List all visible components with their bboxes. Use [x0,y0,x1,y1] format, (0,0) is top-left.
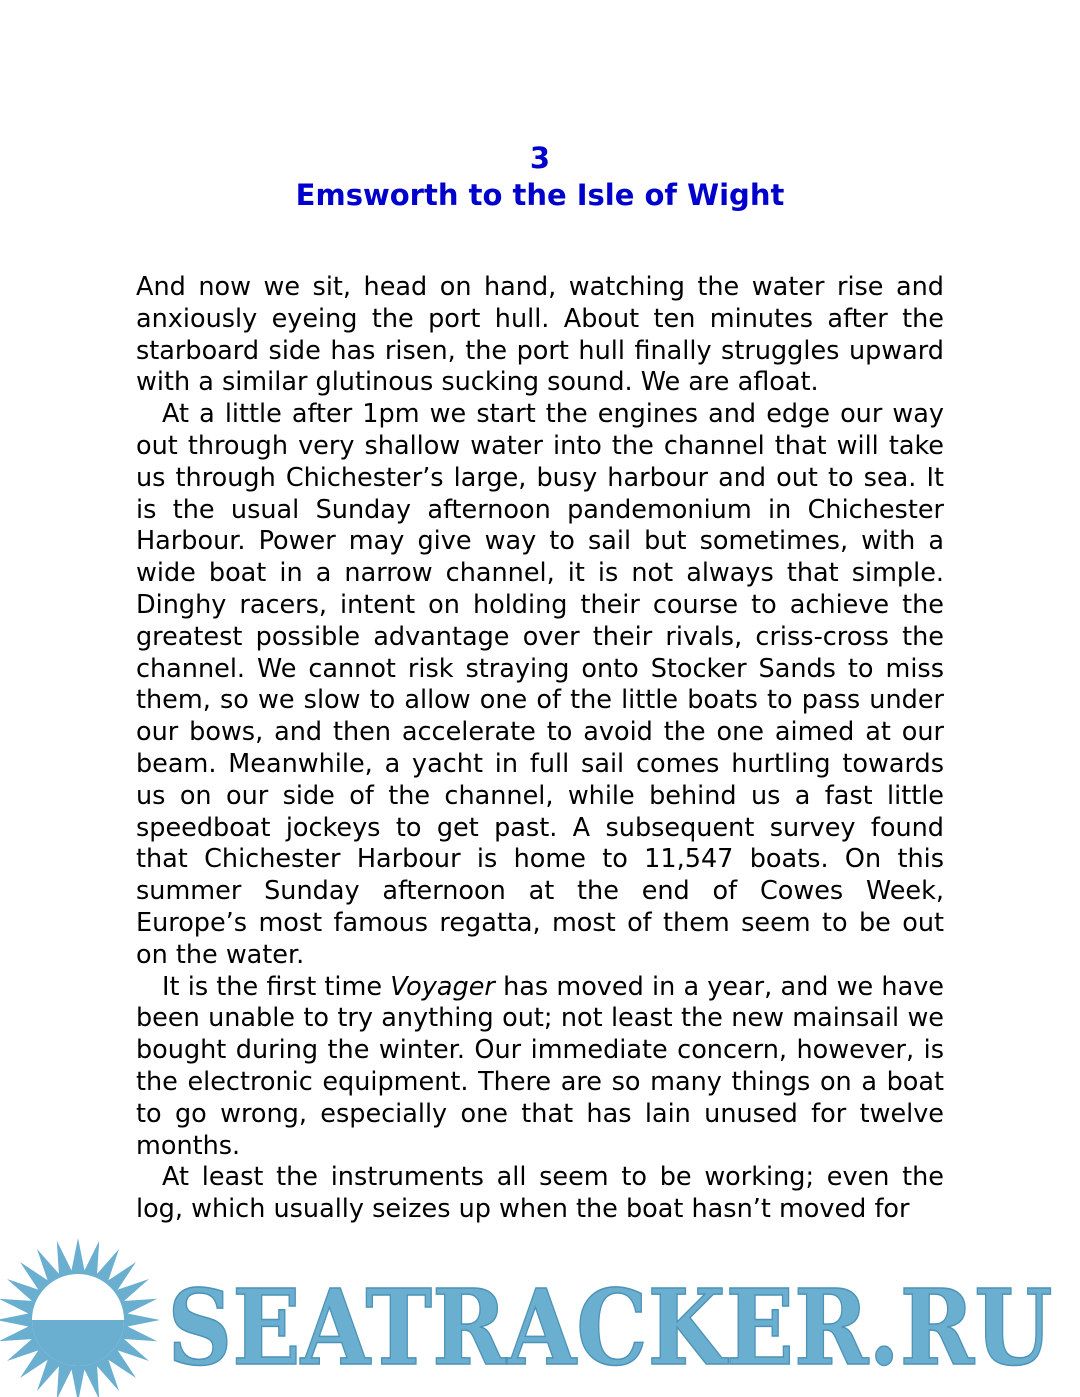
paragraph: And now we sit, head on hand, watching the water rise and anxiously eyeing the port hull. About ten minutes after the starboard side has risen, the port hull finally struggles upward with a similar glutinous sucking sound. We are afloat. [136,272,944,398]
watermark-graphic [0,1232,1080,1397]
paragraph-text: has moved in a year, and we have been unable to try anything out; not least the new mainsail we bought during the winter. Our immediate concern, however, is the electronic equipment. There are so many things on a boat to go wrong, especially one that has lain unused for twelve months. [136,971,944,1161]
chapter-body [136,272,944,1226]
watermark-text: SEATRACKER.RU [167,1266,1053,1389]
paragraph: At a little after 1pm we start the engines and edge our way out through very shallow water into the channel that will take us through Chichester’s large, busy harbour and out to sea. It is the usual Sunday afternoon pandemonium in Chichester Harbour. Power may give way to sail but sometimes, with a wide boat in a narrow channel, it is not always that simple. Dinghy racers, intent on holding their course to achieve the greatest possible advantage over their rivals, criss-cross the channel. We cannot risk straying onto Stocker Sands to miss them, so we slow to allow one of the little boats to pass under our bows, and then accelerate to avoid the one aimed at our beam. Meanwhile, a yacht in full sail comes hurtling towards us on our side of the channel, while behind us a fast little speedboat jockeys to get past. A subsequent survey found that Chichester Harbour is home to 11,547 boats. On this summer Sunday afternoon at the end of Cowes Week, Europe’s most famous regatta, most of them seem to be out on the water. [136,399,944,970]
boat-name: Voyager [390,971,495,1002]
watermark [0,1232,1080,1397]
paragraph-text: It is the first time [162,971,391,1002]
paragraph: At least the instruments all seem to be working; even the log, which usually seizes up when the boat hasn’t moved for [136,1162,944,1225]
paragraph [136,972,944,1163]
sun-icon [0,1238,160,1397]
chapter-title: Emsworth to the Isle of Wight [295,178,785,212]
chapter-number: 3 [529,141,551,175]
chapter-heading [0,140,1080,214]
